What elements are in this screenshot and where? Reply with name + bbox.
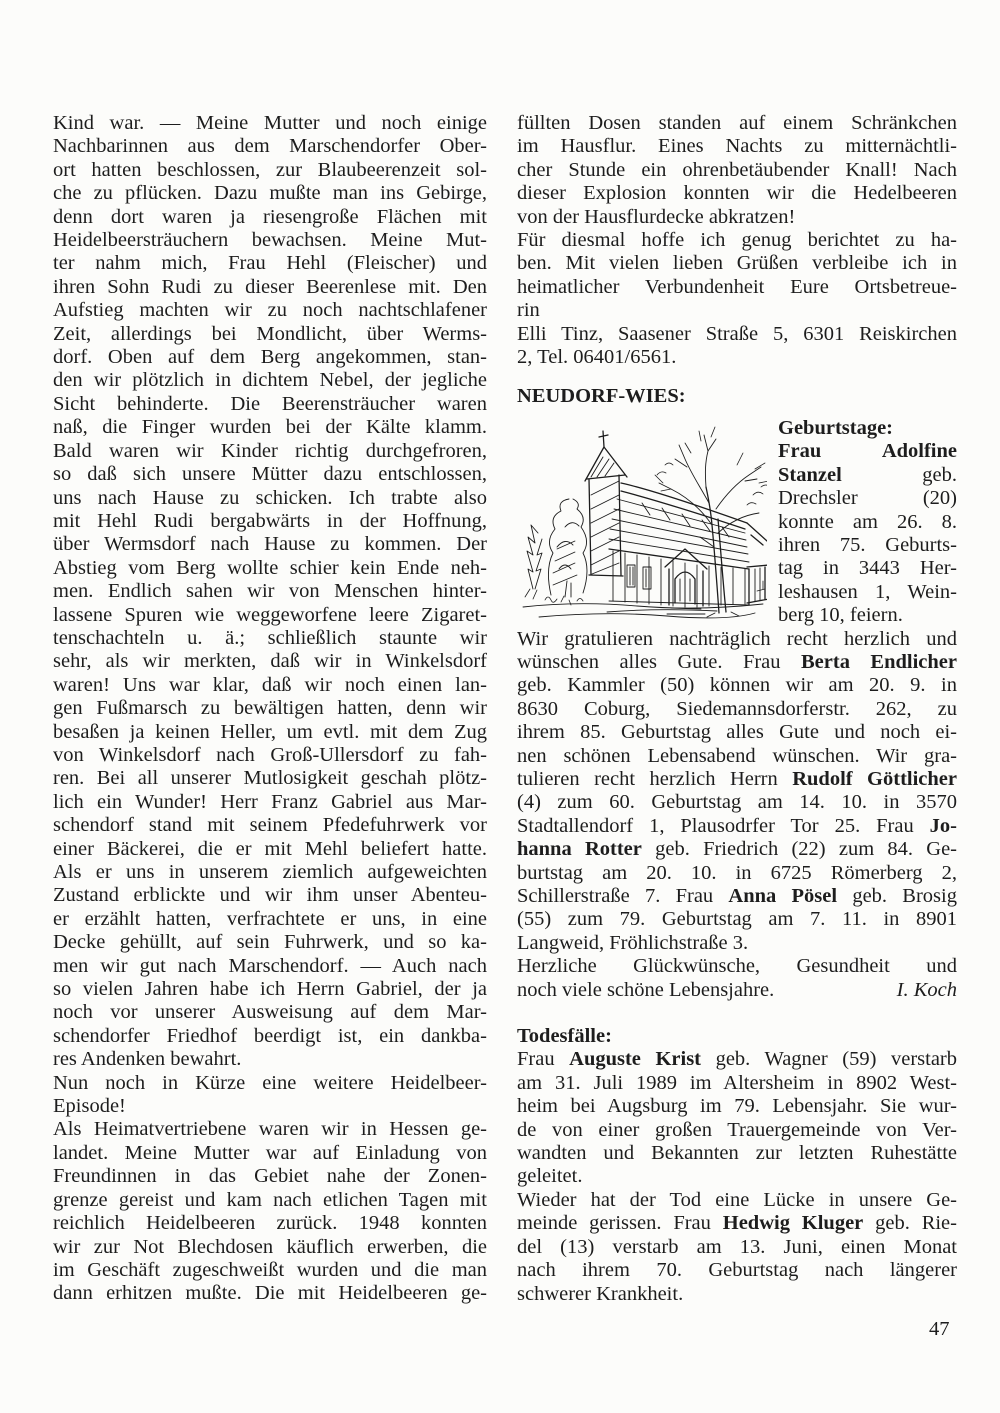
text-line: geb. Kammler (50) können wir am 20. 9. in [517,674,957,697]
text-line: tenschachteln u. ä.; schließlich staunte wir [53,626,487,649]
text-line: Wieder hat der Tod eine Lücke in unsere Ge- [517,1188,957,1211]
left-trees [527,499,587,597]
text-line: besaßen ja keinen Heller, um evtl. mit dem Zug [53,720,487,743]
text-line: lich ein Wunder! Herr Franz Gabriel aus Mar- [53,790,487,813]
text-line: Frau Adolfine [778,440,957,463]
text-line: men. Endlich sahen wir von Menschen hinter- [53,580,487,603]
church-porch [665,549,707,614]
right-column [517,112,957,1306]
text-line: Abstieg vom Berg wollte schier kein Ende neh- [53,556,487,579]
text-line: am 31. Juli 1989 im Altersheim in 8902 West- [517,1071,957,1094]
text-line: Frau Auguste Krist geb. Wagner (59) verstarb [517,1048,958,1071]
text-line: Stanzel geb. [778,463,957,486]
closing-line-with-author [517,979,957,1002]
text-line: res Andenken bewahrt. [53,1048,242,1071]
section-heading-neudorf-wies: NEUDORF-WIES: [517,385,686,408]
author-initials: I. Koch [896,978,957,1001]
text-line: Herzliche Glückwünsche, Gesundheit und [517,955,957,978]
page-number: 47 [929,1318,950,1340]
text-line: cher Stunde ein ohrenbetäubender Knall! Nach [517,158,957,181]
text-line: leshausen 1, Wein- [778,580,957,603]
text-line: einer Bäckerei, die er mit Mehl beliefert hatte. [53,837,487,860]
text-line: gen Fußmarsch zu bewältigen hatten, denn wir [53,697,487,720]
text-line: (4) zum 60. Geburtstag am 14. 10. in 3570 [517,791,957,814]
tower-hatching [591,457,619,574]
text-line: von der Hausflurdecke abkratzen! [517,205,796,228]
text-line: schwerer Krankheit. [517,1282,684,1305]
church-tower [585,431,627,576]
text-line: ihrem 85. Geburtstag alles Gute und noch ei- [517,721,957,744]
text-line: che zu pflücken. Dazu mußte man ins Gebirge, [53,182,487,205]
text-line: dieser Explosion konnten wir die Hedelbeeren [517,182,957,205]
text-line: lassene Spuren wie weggeworfene leere Zigaret- [53,603,487,626]
text-line: heimatlicher Verbundenheit Eure Ortsbetreue- [517,275,957,298]
text-line: nach ihrem 70. Geburtstag nach längerer [517,1259,957,1282]
text-line: ihren Sohn Rudi zu dieser Beerenlese mit. Den [53,275,487,298]
text-line: dann erhitzen mußte. Die mit Heidelbeeren ge- [53,1282,487,1305]
text-line: denn dort waren ja riesengroße Flächen mit [53,205,487,228]
text-line: Wir gratulieren nachträglich recht herzlich und [517,627,957,650]
text-line: geleitet. [517,1165,583,1188]
text-line: naß, die Finger wurden bei der Kälte klamm. [53,416,487,439]
text-line: Kind war. — Meine Mutter und noch einige [53,112,487,134]
text-line: uns nach Hause zu schicken. Ich trabte also [53,486,487,509]
text-line: ihren 75. Geburts- [778,533,957,556]
text-line: grenze gereist und kam nach etlichen Tagen mit [53,1188,487,1211]
text-line: heim bei Augsburg im 79. Lebensjahr. Sie wur- [517,1095,957,1118]
text-line: Als Heimatvertriebene waren wir in Hessen ge- [53,1118,487,1141]
closing-text: noch viele schöne Lebensjahre. [517,978,775,1001]
todesfaelle-text [517,1048,957,1305]
text-line: Aufstieg machten wir zu noch nachtschlafener [53,299,487,322]
ortsbetreuerin-letter-text [517,112,957,369]
text-line: ren. Bei all unserer Mutlosigkeit geschah plötz- [53,767,487,790]
text-line: 2, Tel. 06401/6561. [517,346,677,369]
text-line: Langweid, Fröhlichstraße 3. [517,931,749,954]
text-line: ort hatten beschlossen, zur Blaubeerenzeit sol- [53,158,487,181]
text-line: Nachbarinnen aus dem Marschendorfer Ober- [53,135,487,158]
text-line: im Geschäft zugeschweißt wurden und die man [53,1258,487,1281]
text-line: berg 10, feiern. [778,604,903,627]
text-line: er erzählt hatten, verfrachtete er uns, in eine [53,907,487,930]
text-line: so daß sich unsere Mütter dazu entschlossen, [53,463,487,486]
text-line: Elli Tinz, Saasener Straße 5, 6301 Reiskirchen [517,322,957,345]
text-line: waren! Uns war klar, daß wir noch einen lan- [53,673,487,696]
geburtstage-section [517,417,957,628]
text-line: de von einer großen Trauergemeinde von Ver- [517,1118,957,1141]
text-line: ben. Mit vielen lieben Grüßen verbleibe ich in [517,252,957,275]
text-line: Episode! [53,1095,126,1118]
text-line: reichlich Heidelbeeren zurück. 1948 konnten [53,1212,487,1235]
ground-lines [523,581,765,618]
text-line: nen schönen Lebensabend wünschen. Wir gra- [517,744,957,767]
text-line: schendorf stand mit seinem Pfedefuhrwerk vor [53,814,487,837]
text-line: Zustand erblickte und wir ihm unser Abenteu- [53,884,487,907]
text-line: wünschen alles Gute. Frau Berta Endlicher [517,650,957,673]
text-line: den wir plötzlich in dichtem Nebel, der jegliche [53,369,487,392]
text-line: mit Hehl Rudi bergabwärts in der Hoffnung, [53,509,487,532]
text-line: Sicht behinderte. Die Beerensträucher waren [53,392,487,415]
text-line: konnte am 26. 8. [778,510,957,533]
text-line: 8630 Coburg, Siedemannsdorferstr. 262, zu [517,697,957,720]
text-line: Freundinnen in das Gebiet nahe der Zonen- [53,1165,487,1188]
text-line: hanna Rotter geb. Friedrich (22) zum 84. Ge- [517,838,958,861]
text-line: Nun noch in Kürze eine weitere Heidelbeer- [53,1071,487,1094]
text-line: im Hausflur. Eines Nachts zu mitternächtli- [517,135,957,158]
text-line: wandten und Bekannten zur letzten Ruhestätte [517,1142,957,1165]
text-line: noch vor unserer Ausweisung auf dem Mar- [53,1001,487,1024]
text-line: über Wermsdorf nach Hause zu kommen. Der [53,533,487,556]
text-line: ter nahm mich, Frau Hehl (Fleischer) und [53,252,487,275]
text-line: burtstag am 20. 10. in 6725 Römerberg 2, [517,861,957,884]
church-sketch-illustration [517,419,767,625]
text-line: Für diesmal hoffe ich genug berichtet zu ha- [517,229,957,252]
bare-tree [655,427,767,617]
text-line: sehr, als wir merkten, daß wir in Winkelsdorf [53,650,487,673]
text-line: meinde gerissen. Frau Hedwig Kluger geb. Rie- [517,1212,957,1235]
text-line: Decke gehüllt, auf sein Fuhrwerk, und so ka- [53,931,487,954]
text-line: rin [517,299,540,322]
text-line: von Winkelsdorf nach Groß-Ullersdorf zu fah- [53,743,487,766]
text-line: Heidelbeersträuchern bewachsen. Meine Mut- [53,229,487,252]
text-line: Zeit, allerdings bei Mondlicht, über Werms- [53,322,487,345]
left-column-text [53,112,487,1306]
text-line: schendorfer Friedhof beerdigt ist, ein dankba- [53,1024,487,1047]
congratulations-text [517,628,957,979]
text-line: del (13) verstarb am 13. Juni, einen Monat [517,1235,957,1258]
text-line: Drechsler (20) [778,487,957,510]
section-heading-todesfaelle: Todesfälle: [517,1025,612,1048]
text-line: landet. Meine Mutter war auf Einladung von [53,1141,487,1164]
text-line: dorf. Oben auf dem Berg angekommen, stan- [53,346,487,369]
text-line: Bald waren wir Kinder richtig durchgefroren, [53,439,487,462]
text-line: füllten Dosen standen auf einem Schränkchen [517,112,957,134]
text-line: Geburtstage: [778,416,894,439]
text-line: (55) zum 79. Geburtstag am 7. 11. in 8901 [517,908,957,931]
text-line: Stadtallendorf 1, Plausodrfer Tor 25. Frau Jo- [517,814,957,837]
text-line: so vielen Jahren habe ich Herrn Gabriel, der ja [53,978,487,1001]
text-line: tulieren recht herzlich Herrn Rudolf Göttlicher [517,767,957,790]
text-line: Als er uns in unserem ziemlich aufgeweichten [53,861,487,883]
text-line: Schillerstraße 7. Frau Anna Pösel geb. Brosig [517,885,957,907]
text-line: wir zur Not Blechdosen käuflich erwerben, die [53,1235,487,1258]
text-line: men wir gut nach Marschendorf. — Auch nach [53,954,487,977]
text-line: tag in 3443 Her- [778,557,957,580]
